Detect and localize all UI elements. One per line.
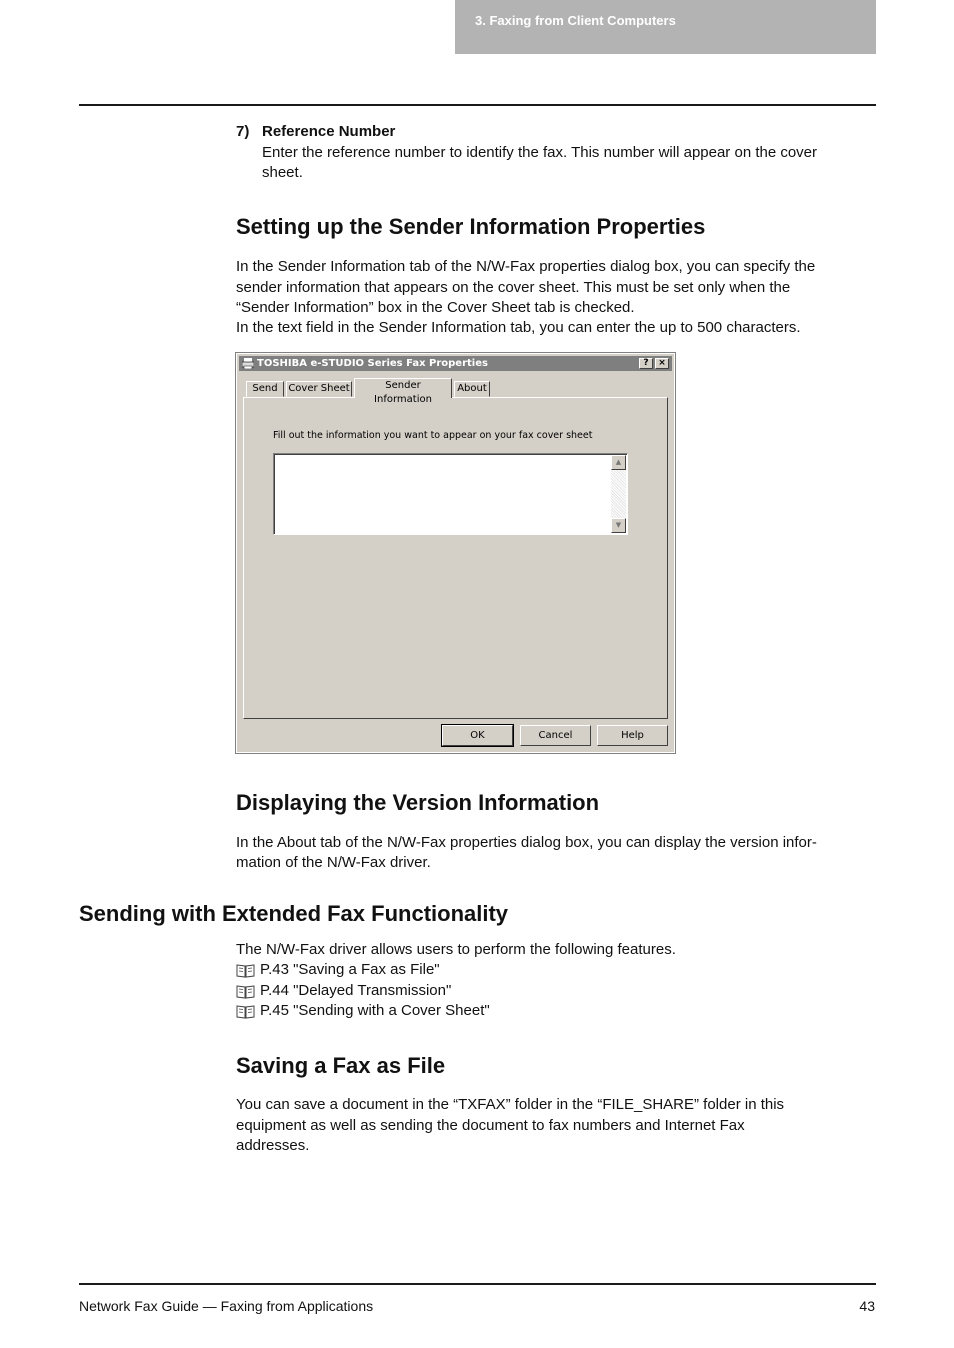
version-para-line-2: mation of the N/W-Fax driver. [236, 854, 431, 871]
saving-para-line-2: equipment as well as sending the document to fax numbers and Internet Fax [236, 1117, 745, 1134]
sender-information-panel [243, 397, 668, 719]
fax-properties-dialog [235, 352, 676, 754]
page-number: 43 [859, 1298, 875, 1314]
sender-para-line-1: In the Sender Information tab of the N/W-Fax properties dialog box, you can specify the [236, 258, 816, 275]
item-desc-line-2: sheet. [262, 164, 303, 181]
section-heading-saving: Saving a Fax as File [236, 1053, 446, 1078]
help-question-button[interactable]: ? [639, 358, 653, 369]
cross-reference-link[interactable] [236, 960, 440, 981]
extended-intro: The N/W-Fax driver allows users to perform the following features. [236, 941, 676, 958]
section-heading-version: Displaying the Version Information [236, 790, 600, 815]
close-button[interactable]: × [655, 358, 669, 369]
section-heading-extended: Sending with Extended Fax Functionality [79, 901, 509, 926]
saving-para-line-3: addresses. [236, 1137, 310, 1154]
dialog-title: TOSHIBA e-STUDIO Series Fax Properties [257, 358, 488, 369]
item-desc-line-1: Enter the reference number to identify the fax. This number will appear on the cover [262, 144, 818, 161]
tab-sender-information[interactable]: Sender Information [354, 378, 452, 398]
sender-para-line-4: In the text field in the Sender Information tab, you can enter the up to 500 characters. [236, 319, 801, 336]
version-para-line-1: In the About tab of the N/W-Fax properties dialog box, you can display the version infor- [236, 834, 817, 851]
footer-rule [79, 1283, 876, 1285]
saving-para-line-1: You can save a document in the “TXFAX” folder in the “FILE_SHARE” folder in this [236, 1096, 785, 1113]
tab-about[interactable]: About [454, 381, 490, 397]
item-number: 7) [236, 123, 250, 140]
sender-info-textarea[interactable] [273, 453, 628, 535]
book-icon [236, 984, 255, 999]
book-icon [236, 1004, 255, 1019]
dialog-titlebar [239, 356, 672, 371]
cross-reference-text: P.44 "Delayed Transmission" [260, 982, 452, 999]
cross-reference-link[interactable] [236, 1001, 490, 1022]
tab-send[interactable]: Send [246, 381, 284, 397]
chapter-header-tab [455, 0, 876, 54]
cancel-button[interactable]: Cancel [520, 725, 591, 746]
cross-reference-text: P.43 "Saving a Fax as File" [260, 961, 440, 978]
header-rule [79, 104, 876, 106]
cross-reference-text: P.45 "Sending with a Cover Sheet" [260, 1002, 490, 1019]
textarea-scrollbar[interactable] [611, 455, 626, 533]
tab-cover-sheet[interactable]: Cover Sheet [286, 381, 352, 397]
sender-para-line-2: sender information that appears on the cover sheet. This must be set only when the [236, 279, 791, 296]
scroll-up-arrow-icon[interactable]: ▲ [611, 455, 626, 470]
help-button[interactable]: Help [597, 725, 668, 746]
cross-reference-link[interactable] [236, 981, 451, 1002]
footer-title: Network Fax Guide — Faxing from Applications [79, 1298, 374, 1314]
chapter-title: 3. Faxing from Client Computers [475, 13, 676, 28]
sender-info-prompt: Fill out the information you want to appear on your fax cover sheet [273, 430, 593, 441]
ok-button[interactable]: OK [442, 725, 513, 746]
sender-para-line-3: “Sender Information” box in the Cover Sheet tab is checked. [236, 299, 635, 316]
book-icon [236, 963, 255, 978]
item-title: Reference Number [262, 123, 396, 140]
scroll-down-arrow-icon[interactable]: ▼ [611, 518, 626, 533]
section-heading-sender: Setting up the Sender Information Properties [236, 214, 706, 239]
printer-icon [242, 358, 254, 369]
